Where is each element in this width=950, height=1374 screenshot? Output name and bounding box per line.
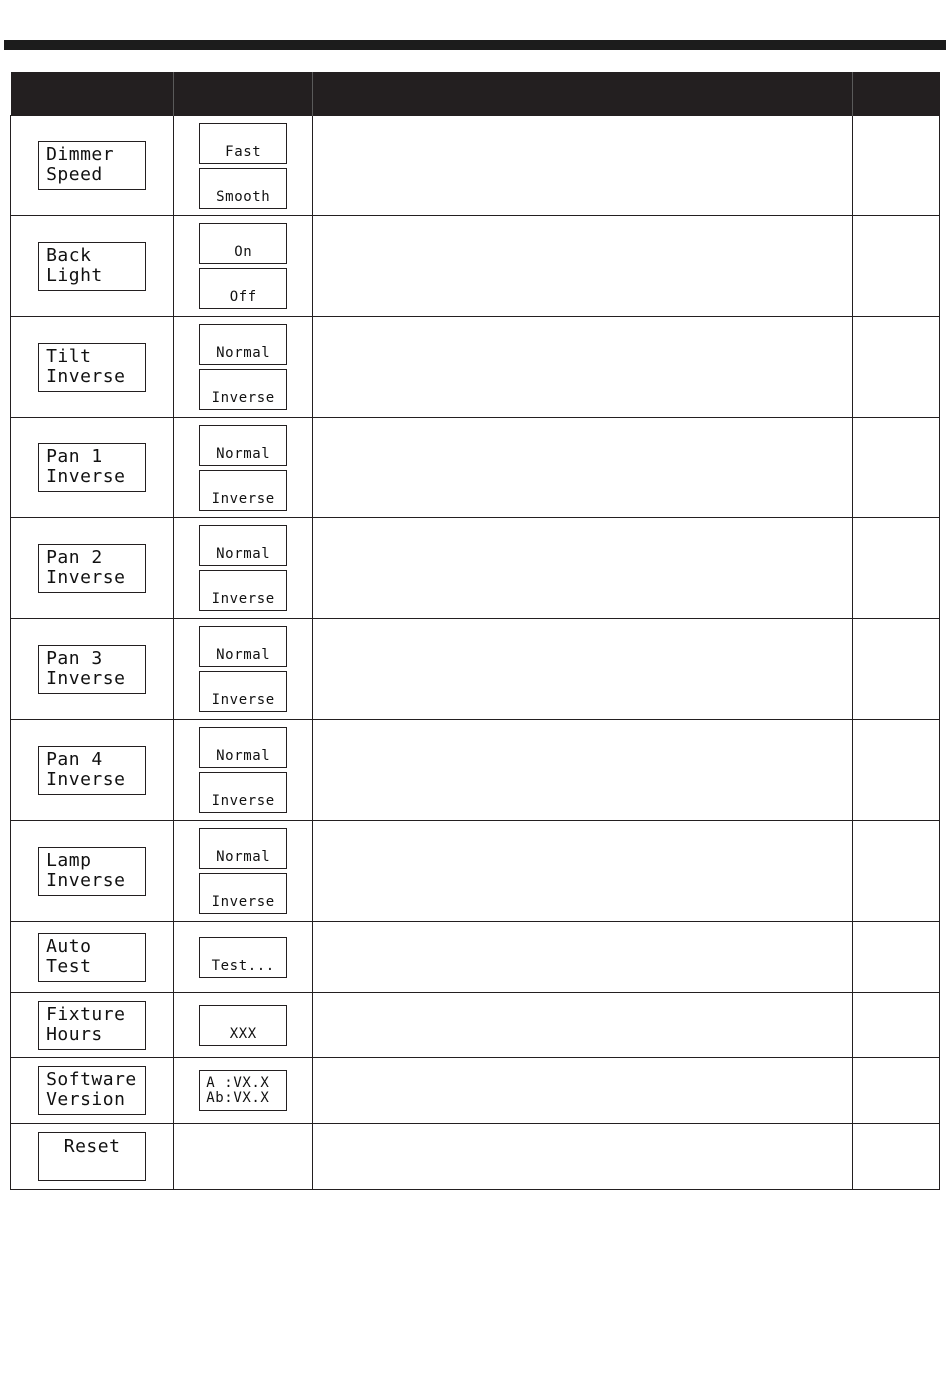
table-row	[11, 518, 940, 619]
option-display: Normal	[199, 828, 287, 869]
option-list	[174, 223, 312, 309]
header-cell-notes	[852, 72, 939, 116]
options-cell	[174, 993, 313, 1058]
option-display: On	[199, 223, 287, 264]
option-display: Test...	[199, 937, 287, 978]
description-cell	[313, 720, 853, 821]
options-cell	[174, 216, 313, 317]
menu-display: Back Light	[38, 242, 146, 291]
top-rule	[4, 40, 946, 50]
note-cell	[852, 418, 939, 518]
menu-display: Tilt Inverse	[38, 343, 146, 392]
options-cell	[174, 418, 313, 518]
options-cell	[174, 116, 313, 216]
description-cell	[313, 922, 853, 993]
description-cell	[313, 1124, 853, 1190]
note-cell	[852, 216, 939, 317]
description-cell	[313, 518, 853, 619]
option-list	[174, 626, 312, 712]
options-cell	[174, 1124, 313, 1190]
table-row	[11, 821, 940, 922]
description-cell	[313, 993, 853, 1058]
description-cell	[313, 317, 853, 418]
menu-cell	[11, 1058, 174, 1124]
option-display: Inverse	[199, 873, 287, 914]
note-cell	[852, 821, 939, 922]
option-list	[174, 525, 312, 611]
menu-cell	[11, 317, 174, 418]
menu-cell	[11, 720, 174, 821]
option-display: Off	[199, 268, 287, 309]
options-cell	[174, 922, 313, 993]
menu-cell	[11, 993, 174, 1058]
header-cell-options	[174, 72, 313, 116]
note-cell	[852, 518, 939, 619]
options-cell	[174, 317, 313, 418]
option-display: Normal	[199, 525, 287, 566]
table-row	[11, 216, 940, 317]
menu-cell	[11, 418, 174, 518]
option-display: Inverse	[199, 772, 287, 813]
option-list	[174, 324, 312, 410]
menu-display: Dimmer Speed	[38, 141, 146, 190]
menu-display: Software Version	[38, 1066, 146, 1115]
menu-display: Pan 3 Inverse	[38, 645, 146, 694]
menu-display: Pan 2 Inverse	[38, 544, 146, 593]
menu-display: Auto Test	[38, 933, 146, 982]
description-cell	[313, 418, 853, 518]
note-cell	[852, 116, 939, 216]
table-header	[11, 72, 940, 116]
menu-cell	[11, 821, 174, 922]
header-cell-menu	[11, 72, 174, 116]
option-list	[174, 937, 312, 978]
settings-table	[10, 72, 940, 1190]
option-display: Inverse	[199, 470, 287, 511]
table-row	[11, 1124, 940, 1190]
options-cell	[174, 518, 313, 619]
description-cell	[313, 116, 853, 216]
menu-cell	[11, 518, 174, 619]
note-cell	[852, 993, 939, 1058]
menu-cell	[11, 1124, 174, 1190]
option-display: XXX	[199, 1005, 287, 1046]
options-cell	[174, 619, 313, 720]
option-display: Inverse	[199, 671, 287, 712]
header-cell-description	[313, 72, 853, 116]
menu-cell	[11, 116, 174, 216]
option-display: Normal	[199, 324, 287, 365]
menu-display: Lamp Inverse	[38, 847, 146, 896]
menu-display: Pan 4 Inverse	[38, 746, 146, 795]
note-cell	[852, 317, 939, 418]
option-list	[174, 727, 312, 813]
note-cell	[852, 1058, 939, 1124]
table-row	[11, 1058, 940, 1124]
menu-cell	[11, 619, 174, 720]
table-row	[11, 619, 940, 720]
note-cell	[852, 922, 939, 993]
description-cell	[313, 821, 853, 922]
table-row	[11, 720, 940, 821]
option-display: Normal	[199, 626, 287, 667]
note-cell	[852, 619, 939, 720]
table-row	[11, 922, 940, 993]
options-cell	[174, 720, 313, 821]
option-list	[174, 425, 312, 511]
menu-display: Fixture Hours	[38, 1001, 146, 1050]
option-list	[174, 1005, 312, 1046]
option-display: Inverse	[199, 570, 287, 611]
table-row	[11, 993, 940, 1058]
menu-cell	[11, 922, 174, 993]
note-cell	[852, 720, 939, 821]
table-row	[11, 418, 940, 518]
option-display: Fast	[199, 123, 287, 164]
option-display: Normal	[199, 425, 287, 466]
options-cell	[174, 821, 313, 922]
menu-display: Reset	[38, 1132, 146, 1181]
description-cell	[313, 619, 853, 720]
menu-display: Pan 1 Inverse	[38, 443, 146, 492]
option-list	[174, 123, 312, 209]
option-list	[174, 1070, 312, 1111]
description-cell	[313, 216, 853, 317]
options-cell	[174, 1058, 313, 1124]
description-cell	[313, 1058, 853, 1124]
option-display: Normal	[199, 727, 287, 768]
note-cell	[852, 1124, 939, 1190]
table-row	[11, 116, 940, 216]
option-list	[174, 828, 312, 914]
menu-cell	[11, 216, 174, 317]
table-row	[11, 317, 940, 418]
option-display: Smooth	[199, 168, 287, 209]
option-display: A :VX.X Ab:VX.X	[199, 1070, 287, 1111]
option-display: Inverse	[199, 369, 287, 410]
